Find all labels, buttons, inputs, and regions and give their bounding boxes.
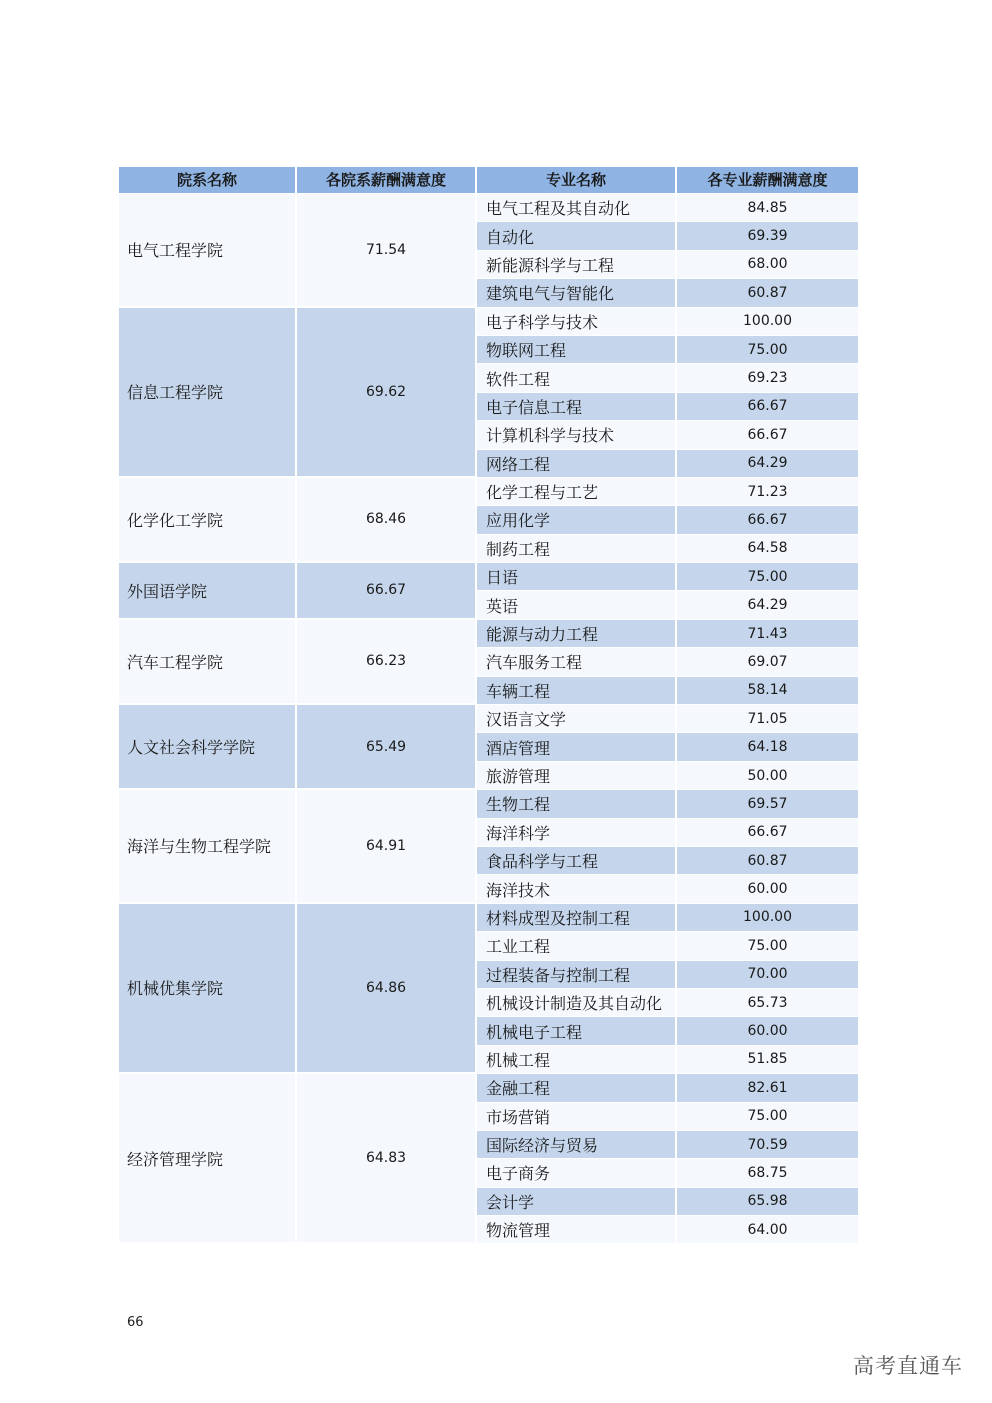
major-name-cell: 能源与动力工程 (477, 620, 677, 648)
major-name-cell: 建筑电气与智能化 (477, 279, 677, 307)
major-score-cell: 60.00 (677, 875, 858, 903)
major-score-cell: 64.29 (677, 591, 858, 619)
major-name-cell: 过程装备与控制工程 (477, 961, 677, 989)
major-score-cell: 66.67 (677, 393, 858, 421)
major-name-cell: 汽车服务工程 (477, 648, 677, 676)
dept-score-cell: 69.62 (297, 308, 477, 478)
major-score-cell: 70.59 (677, 1131, 858, 1159)
header-dept-name: 院系名称 (119, 167, 297, 194)
major-score-cell: 69.07 (677, 648, 858, 676)
major-name-cell: 机械电子工程 (477, 1017, 677, 1045)
dept-score-cell: 66.23 (297, 620, 477, 705)
major-score-cell: 82.61 (677, 1074, 858, 1102)
dept-score-cell: 64.91 (297, 790, 477, 904)
major-score-cell: 68.75 (677, 1159, 858, 1187)
major-score-cell: 71.23 (677, 478, 858, 506)
major-score-cell: 64.00 (677, 1216, 858, 1244)
dept-score-cell: 64.83 (297, 1074, 477, 1244)
dept-name-cell: 电气工程学院 (119, 194, 297, 308)
dept-score-cell: 66.67 (297, 563, 477, 620)
major-score-cell: 100.00 (677, 308, 858, 336)
major-score-cell: 71.43 (677, 620, 858, 648)
major-score-cell: 69.57 (677, 790, 858, 818)
major-name-cell: 会计学 (477, 1188, 677, 1216)
major-score-cell: 65.73 (677, 989, 858, 1017)
major-score-cell: 75.00 (677, 563, 858, 591)
major-score-cell: 68.00 (677, 251, 858, 279)
major-score-cell: 70.00 (677, 961, 858, 989)
major-name-cell: 生物工程 (477, 790, 677, 818)
major-score-cell: 51.85 (677, 1046, 858, 1074)
dept-name-cell: 人文社会科学学院 (119, 705, 297, 790)
dept-name-cell: 机械优集学院 (119, 904, 297, 1074)
major-name-cell: 金融工程 (477, 1074, 677, 1102)
major-score-cell: 50.00 (677, 762, 858, 790)
major-name-cell: 物流管理 (477, 1216, 677, 1244)
major-name-cell: 机械工程 (477, 1046, 677, 1074)
dept-score-cell: 68.46 (297, 478, 477, 563)
major-name-cell: 旅游管理 (477, 762, 677, 790)
major-name-cell: 电气工程及其自动化 (477, 194, 677, 222)
major-score-cell: 66.67 (677, 421, 858, 449)
major-score-cell: 100.00 (677, 904, 858, 932)
major-score-cell: 65.98 (677, 1188, 858, 1216)
major-score-cell: 71.05 (677, 705, 858, 733)
major-name-cell: 物联网工程 (477, 336, 677, 364)
header-dept-score: 各院系薪酬满意度 (297, 167, 477, 194)
major-name-cell: 制药工程 (477, 535, 677, 563)
major-name-cell: 计算机科学与技术 (477, 421, 677, 449)
major-name-cell: 化学工程与工艺 (477, 478, 677, 506)
major-name-cell: 市场营销 (477, 1103, 677, 1131)
major-score-cell: 69.39 (677, 222, 858, 250)
major-name-cell: 车辆工程 (477, 677, 677, 705)
satisfaction-table (119, 167, 858, 1244)
header-major-name: 专业名称 (477, 167, 677, 194)
page-number: 66 (127, 1315, 144, 1330)
major-name-cell: 材料成型及控制工程 (477, 904, 677, 932)
major-name-cell: 新能源科学与工程 (477, 251, 677, 279)
watermark: 高考直通车 (853, 1354, 963, 1378)
major-score-cell: 75.00 (677, 932, 858, 960)
major-name-cell: 自动化 (477, 222, 677, 250)
major-name-cell: 电子科学与技术 (477, 308, 677, 336)
dept-score-cell: 65.49 (297, 705, 477, 790)
header-major-score: 各专业薪酬满意度 (677, 167, 858, 194)
dept-name-cell: 信息工程学院 (119, 308, 297, 478)
major-name-cell: 海洋科学 (477, 819, 677, 847)
major-name-cell: 国际经济与贸易 (477, 1131, 677, 1159)
dept-score-cell: 71.54 (297, 194, 477, 308)
major-score-cell: 66.67 (677, 819, 858, 847)
major-name-cell: 应用化学 (477, 506, 677, 534)
major-name-cell: 电子商务 (477, 1159, 677, 1187)
major-score-cell: 75.00 (677, 336, 858, 364)
major-score-cell: 60.87 (677, 279, 858, 307)
major-score-cell: 58.14 (677, 677, 858, 705)
major-score-cell: 64.18 (677, 733, 858, 761)
major-name-cell: 电子信息工程 (477, 393, 677, 421)
major-score-cell: 60.87 (677, 847, 858, 875)
major-name-cell: 英语 (477, 591, 677, 619)
major-score-cell: 69.23 (677, 364, 858, 392)
dept-name-cell: 化学化工学院 (119, 478, 297, 563)
major-name-cell: 网络工程 (477, 450, 677, 478)
major-name-cell: 食品科学与工程 (477, 847, 677, 875)
major-name-cell: 工业工程 (477, 932, 677, 960)
dept-name-cell: 汽车工程学院 (119, 620, 297, 705)
major-name-cell: 机械设计制造及其自动化 (477, 989, 677, 1017)
major-name-cell: 酒店管理 (477, 733, 677, 761)
major-name-cell: 汉语言文学 (477, 705, 677, 733)
major-name-cell: 日语 (477, 563, 677, 591)
dept-name-cell: 经济管理学院 (119, 1074, 297, 1244)
dept-name-cell: 海洋与生物工程学院 (119, 790, 297, 904)
major-score-cell: 66.67 (677, 506, 858, 534)
major-score-cell: 64.58 (677, 535, 858, 563)
dept-score-cell: 64.86 (297, 904, 477, 1074)
major-score-cell: 84.85 (677, 194, 858, 222)
dept-name-cell: 外国语学院 (119, 563, 297, 620)
major-score-cell: 60.00 (677, 1017, 858, 1045)
major-score-cell: 75.00 (677, 1103, 858, 1131)
major-name-cell: 软件工程 (477, 364, 677, 392)
major-name-cell: 海洋技术 (477, 875, 677, 903)
major-score-cell: 64.29 (677, 450, 858, 478)
